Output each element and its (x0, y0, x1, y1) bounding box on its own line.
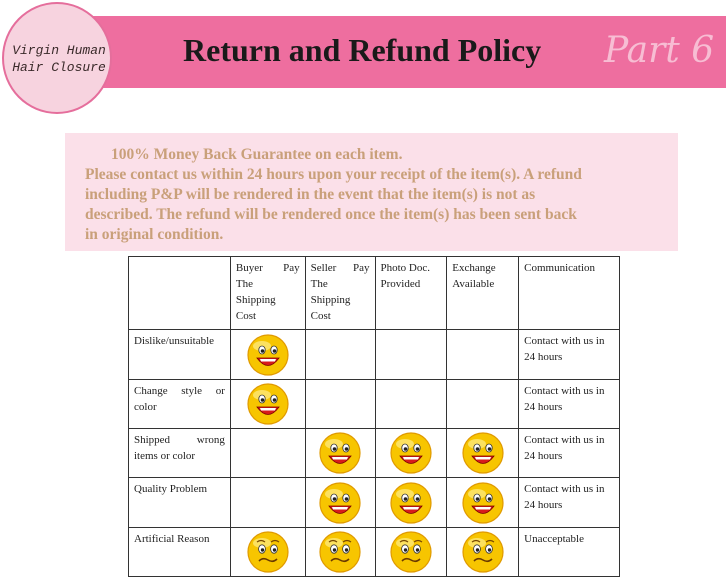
communication-line2: 24 hours (524, 499, 563, 511)
worried-face-icon (246, 530, 290, 574)
communication-line2: 24 hours (524, 450, 563, 462)
header-seller-pay-line2: The (310, 278, 328, 290)
header-buyer-pay-line1: Buyer Pay (235, 262, 300, 274)
communication-cell (519, 478, 620, 528)
happy-face-icon (246, 382, 290, 426)
exchange-cell (447, 478, 519, 528)
guarantee-notice (65, 133, 678, 251)
happy-face-icon (461, 431, 505, 475)
seller-pay-cell (305, 478, 375, 528)
reason-line2: items or color (134, 450, 196, 462)
happy-face-icon (389, 431, 433, 475)
reason-line1: Quality Problem (134, 483, 208, 495)
seller-pay-cell (305, 429, 375, 478)
worried-face-icon (318, 530, 362, 574)
photo-doc-cell (375, 429, 447, 478)
reason-line2: color (134, 401, 157, 413)
buyer-pay-cell (230, 528, 305, 577)
reason-line1: Shipped wrong (134, 434, 225, 446)
photo-doc-cell (375, 380, 447, 429)
happy-face-icon (318, 481, 362, 525)
brand-name (4, 42, 114, 76)
happy-face-icon (318, 431, 362, 475)
header-seller-pay-line4: Cost (310, 310, 331, 322)
seller-pay-cell (305, 528, 375, 577)
header-seller-pay (305, 257, 375, 330)
refund-policy-table (128, 256, 620, 577)
seller-pay-cell (305, 380, 375, 429)
communication-line1: Contact with us in (524, 483, 605, 495)
table-row (129, 478, 620, 528)
buyer-pay-cell (230, 330, 305, 380)
buyer-pay-cell (230, 478, 305, 528)
notice-line-1: 100% Money Back Guarantee on each item. (111, 146, 403, 163)
brand-line-1: Virgin Human (12, 43, 106, 58)
communication-cell (519, 429, 620, 478)
table-row (129, 429, 620, 478)
worried-face-icon (389, 530, 433, 574)
worried-face-icon (461, 530, 505, 574)
brand-line-2: Hair Closure (12, 60, 106, 75)
communication-line1: Contact with us in (524, 385, 605, 397)
reason-cell (129, 380, 231, 429)
notice-line-4: described. The refund will be rendered once the item(s) has been sent back (85, 206, 577, 223)
part-label: Part 6 (604, 30, 715, 71)
communication-line2: 24 hours (524, 401, 563, 413)
header-empty-cell (129, 257, 231, 330)
photo-doc-cell (375, 330, 447, 380)
photo-doc-cell (375, 478, 447, 528)
photo-doc-cell (375, 528, 447, 577)
exchange-cell (447, 429, 519, 478)
header-buyer-pay-line3: Shipping (235, 294, 276, 306)
reason-cell (129, 478, 231, 528)
communication-line2: 24 hours (524, 351, 563, 363)
reason-cell (129, 330, 231, 380)
header-buyer-pay-line2: The (235, 278, 253, 290)
happy-face-icon (461, 481, 505, 525)
notice-line-5: in original condition. (85, 226, 224, 243)
communication-cell (519, 380, 620, 429)
communication-cell (519, 330, 620, 380)
buyer-pay-cell (230, 429, 305, 478)
reason-line1: Artificial Reason (134, 533, 210, 545)
table-row (129, 380, 620, 429)
header-seller-pay-line1: Seller Pay (310, 262, 370, 274)
communication-line1: Contact with us in (524, 434, 605, 446)
buyer-pay-cell (230, 380, 305, 429)
page-title: Return and Refund Policy (183, 32, 542, 68)
reason-cell (129, 429, 231, 478)
exchange-cell (447, 330, 519, 380)
exchange-cell (447, 528, 519, 577)
brand-badge (2, 2, 112, 114)
exchange-cell (447, 380, 519, 429)
header-photo-doc (375, 257, 447, 330)
header-photo-doc-line1: Photo Doc. (380, 262, 430, 274)
seller-pay-cell (305, 330, 375, 380)
table-header-row (129, 257, 620, 330)
communication-line1: Contact with us in (524, 335, 605, 347)
happy-face-icon (389, 481, 433, 525)
happy-face-icon (246, 333, 290, 377)
header-buyer-pay (230, 257, 305, 330)
communication-line1: Unacceptable (524, 533, 584, 545)
header-exchange-line2: Available (452, 278, 495, 290)
header-photo-doc-line2: Provided (380, 278, 421, 290)
table-row (129, 528, 620, 577)
header-buyer-pay-line4: Cost (235, 310, 257, 322)
communication-cell (519, 528, 620, 577)
header-exchange-line1: Exchange (452, 262, 496, 274)
reason-cell (129, 528, 231, 577)
notice-line-3: including P&P will be rendered in the event that the item(s) is not as (85, 186, 536, 203)
header-communication: Communication (519, 257, 620, 330)
reason-line1: Change style or (134, 385, 225, 397)
table-row (129, 330, 620, 380)
header-seller-pay-line3: Shipping (310, 294, 351, 306)
header-exchange (447, 257, 519, 330)
reason-line1: Dislike/unsuitable (134, 335, 215, 347)
notice-line-2: Please contact us within 24 hours upon your receipt of the item(s). A refund (85, 166, 582, 183)
